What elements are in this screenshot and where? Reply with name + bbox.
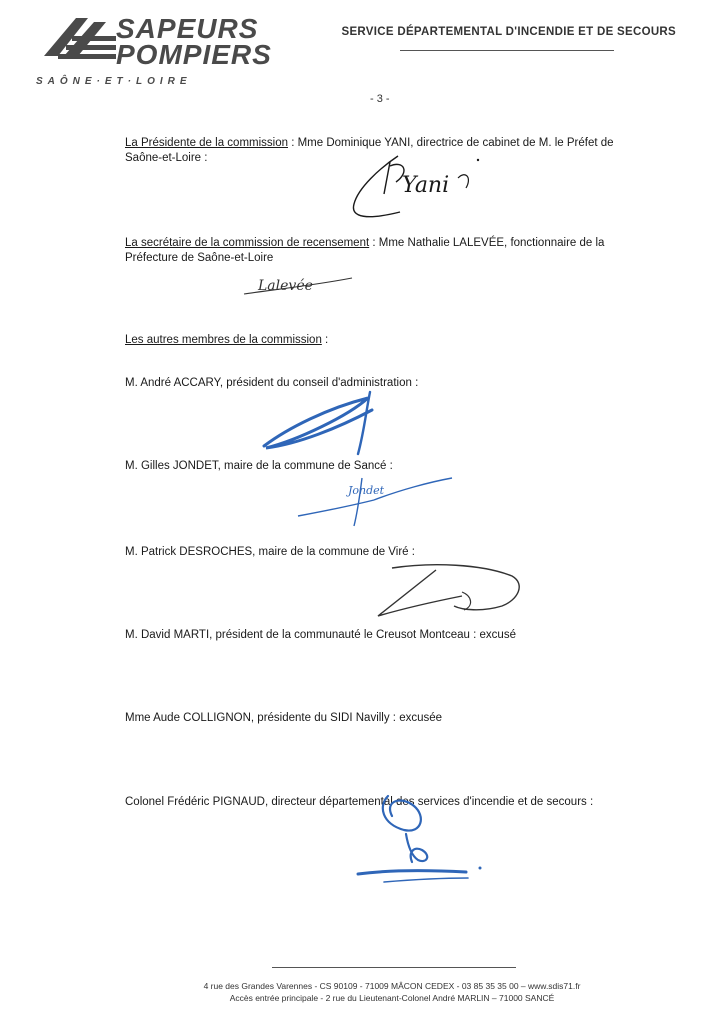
presidente-text: : Mme Dominique YANI, directrice de cabinet de M. le Préfet de	[288, 137, 614, 149]
flame-logo-icon	[36, 16, 116, 60]
signature-lalevee	[240, 264, 360, 304]
member-desroches: M. Patrick DESROCHES, maire de la commune de Viré :	[125, 546, 415, 558]
footer-address: 4 rue des Grandes Varennes - CS 90109 - 71009 MÂCON CEDEX - 03 85 35 35 00 – www.sdis71.fr	[203, 981, 581, 991]
member-jondet: M. Gilles JONDET, maire de la commune de Sancé :	[125, 460, 393, 472]
header-divider	[400, 50, 614, 51]
presidente-label: La Présidente de la commission	[125, 137, 288, 149]
autres-membres-suffix: :	[321, 334, 329, 346]
sdis-logo	[36, 12, 272, 92]
signature-pignaud	[348, 776, 488, 890]
signature-lalevee-text: Lalevée	[258, 278, 313, 294]
member-collignon: Mme Aude COLLIGNON, présidente du SIDI Navilly : excusée	[125, 712, 443, 724]
logo-text-department: SAÔNE·ET·LOIRE	[36, 76, 192, 87]
member-pignaud: Colonel Frédéric PIGNAUD, directeur départemental des services d'incendie et de secours :	[125, 796, 594, 808]
presidente-line2: Saône-et-Loire :	[125, 152, 208, 164]
footer-divider	[272, 967, 516, 968]
autres-membres-heading	[125, 333, 328, 348]
footer-access: Accès entrée principale - 2 rue du Lieutenant-Colonel André MARLIN – 71000 SANCÉ	[229, 993, 555, 1003]
service-title: SERVICE DÉPARTEMENTAL D'INCENDIE ET DE SECOURS	[341, 26, 676, 38]
secretaire-line1	[125, 236, 604, 251]
secretaire-text: : Mme Nathalie LALEVÉE, fonctionnaire de la	[369, 237, 605, 249]
signature-jondet-text: Jondet	[348, 484, 385, 497]
signature-jondet	[290, 470, 460, 530]
signature-yani	[340, 148, 500, 228]
logo-text-sapeurs: SAPEURS	[116, 13, 259, 44]
member-accary: M. André ACCARY, président du conseil d'administration :	[125, 377, 419, 389]
signature-accary	[258, 388, 388, 460]
secretaire-label: La secrétaire de la commission de recensement	[125, 237, 370, 249]
signature-yani-text: Yani	[402, 173, 450, 198]
logo-text-pompiers: POMPIERS	[116, 39, 272, 70]
page-number: - 3 -	[370, 93, 390, 105]
member-marti: M. David MARTI, président de la communauté le Creusot Montceau : excusé	[125, 629, 516, 641]
secretaire-line2: Préfecture de Saône-et-Loire	[125, 252, 274, 264]
signature-desroches	[362, 556, 532, 624]
autres-membres-label: Les autres membres de la commission	[125, 334, 322, 346]
